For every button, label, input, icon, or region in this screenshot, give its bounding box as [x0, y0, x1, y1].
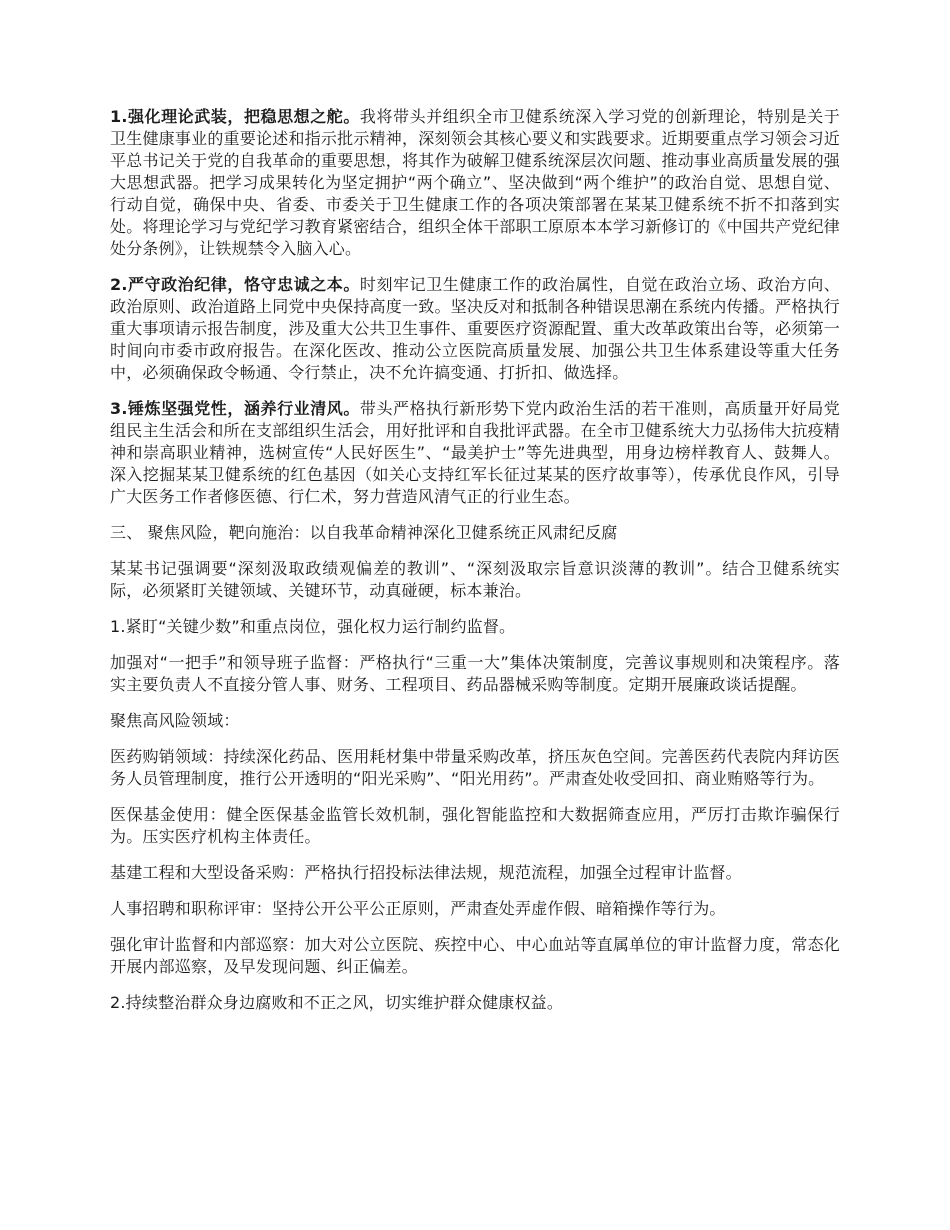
paragraph-text: 人事招聘和职称评审：坚持公开公平公正原则，严肃查处弄虚作假、暗箱操作等行为。 — [110, 899, 726, 918]
paragraph — [110, 106, 840, 260]
paragraph-text: 医药购销领域：持续深化药品、医用耗材集中带量采购改革，挤压灰色空间。完善医药代表院内拜访医务人员管理制度，推行公开透明的“阳光采购”、“阳光用药”。严肃查处收受回扣、商业贿赂等行为。 — [110, 747, 840, 788]
paragraph-text: 医保基金使用：健全医保基金监管长效机制，强化智能监控和大数据筛查应用，严厉打击欺诈骗保行为。压实医疗机构主体责任。 — [110, 805, 840, 846]
paragraph — [110, 558, 840, 602]
paragraph — [110, 274, 840, 384]
paragraph-lead: 2.严守政治纪律，恪守忠诚之本。 — [110, 275, 360, 294]
paragraph-text: 某某书记强调要“深刻汲取政绩观偏差的教训”、“深刻汲取宗旨意识淡薄的教训”。结合卫健系统实际，必须紧盯关键领域、关键环节，动真碰硬，标本兼治。 — [110, 559, 840, 600]
paragraph-lead: 1.强化理论武装，把稳思想之舵。 — [110, 107, 360, 126]
paragraph — [110, 992, 840, 1014]
paragraph — [110, 746, 840, 790]
paragraph-text: 2.持续整治群众身边腐败和不正之风，切实维护群众健康权益。 — [110, 993, 564, 1012]
paragraph-text: 三、 聚焦风险，靶向施治：以自我革命精神深化卫健系统正风肃纪反腐 — [110, 523, 618, 542]
paragraph — [110, 710, 840, 732]
document-content — [110, 106, 840, 1014]
paragraph-lead: 3.锤炼坚强党性，涵养行业清风。 — [110, 399, 360, 418]
paragraph — [110, 398, 840, 508]
paragraph — [110, 934, 840, 978]
paragraph — [110, 862, 840, 884]
paragraph — [110, 616, 840, 638]
paragraph-text: 我将带头并组织全市卫健系统深入学习党的创新理论，特别是关于卫生健康事业的重要论述和指示批示精神，深刻领会其核心要义和实践要求。近期要重点学习领会习近平总书记关于党的自我革命的重要思想，将其作为破解卫健系统深层次问题、推动事业高质量发展的强大思想武器。把学习成果转化为坚定拥护“两个确立”、坚决做到“两个维护”的政治自觉、思想自觉、行动自觉，确保中央、省委、市委关于卫生健康工作的各项决策部署在某某卫健系统不折不扣落到实处。将理论学习与党纪学习教育紧密结合，组织全体干部职工原原本本学习新修订的《中国共产党纪律处分条例》，让铁规禁令入脑入心。 — [110, 107, 840, 258]
paragraph-text: 带头严格执行新形势下党内政治生活的若干准则，高质量开好局党组民主生活会和所在支部组织生活会，用好批评和自我批评武器。在全市卫健系统大力弘扬伟大抗疫精神和崇高职业精神，选树宣传“人民好医生”、“最美护士”等先进典型，用身边榜样教育人、鼓舞人。深入挖掘某某卫健系统的红色基因（如关心支持红军长征过某某的医疗故事等），传承优良作风，引导广大医务工作者修医德、行仁术，努力营造风清气正的行业生态。 — [110, 399, 840, 506]
paragraph-text: 时刻牢记卫生健康工作的政治属性，自觉在政治立场、政治方向、政治原则、政治道路上同党中央保持高度一致。坚决反对和抵制各种错误思潮在系统内传播。严格执行重大事项请示报告制度，涉及重大公共卫生事件、重要医疗资源配置、重大改革政策出台等，必须第一时间向市委市政府报告。在深化医改、推动公立医院高质量发展、加强公共卫生体系建设等重大任务中，必须确保政令畅通、令行禁止，决不允许搞变通、打折扣、做选择。 — [110, 275, 840, 382]
paragraph-text: 加强对“一把手”和领导班子监督：严格执行“三重一大”集体决策制度，完善议事规则和决策程序。落实主要负责人不直接分管人事、财务、工程项目、药品器械采购等制度。定期开展廉政谈话提醒。 — [110, 653, 840, 694]
paragraph-text: 1.紧盯“关键少数”和重点岗位，强化权力运行制约监督。 — [110, 617, 516, 636]
paragraph — [110, 804, 840, 848]
paragraph — [110, 522, 840, 544]
paragraph-text: 强化审计监督和内部巡察：加大对公立医院、疾控中心、中心血站等直属单位的审计监督力度，常态化开展内部巡察，及早发现问题、纠正偏差。 — [110, 935, 840, 976]
paragraph — [110, 898, 840, 920]
paragraph-text: 基建工程和大型设备采购：严格执行招投标法律法规，规范流程，加强全过程审计监督。 — [110, 863, 742, 882]
paragraph — [110, 652, 840, 696]
paragraph-text: 聚焦高风险领域： — [110, 711, 240, 730]
